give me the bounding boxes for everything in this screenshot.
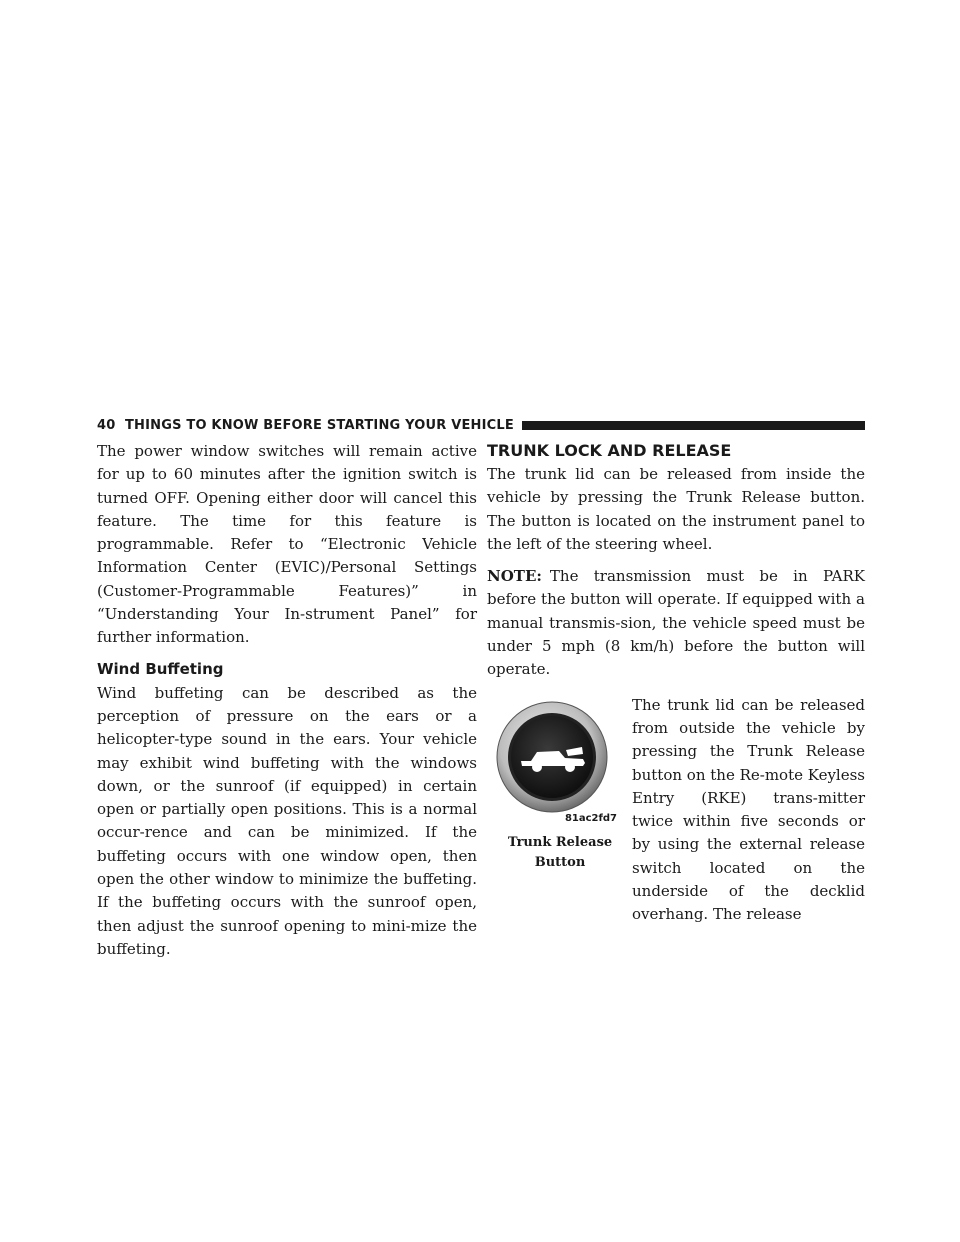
header-rule [522, 421, 865, 430]
page-number: 40 [97, 417, 116, 433]
note-text: The transmission must be in PARK before the button will operate. If equipped with a manual transmis-sion, the vehicle speed must be under 5 mph (8 km/h) before the button will operate. [487, 567, 865, 679]
trunk-release-outside-paragraph: The trunk lid can be released from outside the vehicle by pressing the Trunk Release button on the Re-mote Keyless Entry (RKE) trans-mitter twice within five seconds or by using the external release switch located on the underside of the decklid overhang. The release [632, 695, 865, 924]
figure-caption-line1: Trunk Release [507, 834, 613, 850]
left-column [97, 440, 477, 961]
figure-caption [487, 833, 627, 873]
figure-art [487, 694, 627, 831]
figure-row [487, 694, 865, 927]
trunk-release-inside-paragraph: The trunk lid can be released from inside the vehicle by pressing the Trunk Release button. The button is located on the instrument panel to the left of the steering wheel. [487, 465, 865, 553]
right-column [487, 440, 865, 927]
wind-buffeting-paragraph: Wind buffeting can be described as the perception of pressure on the ears or a helicopter-type sound in the ears. Your vehicle may exhibit wind buffeting with the windows down, or the sunroof (if equipped) in certain open or partially open positions. This is a normal occur-rence and can be minimized. If the buffeting occurs with one window open, then open the other window to minimize the buffeting. If the buffeting occurs with the sunroof open, then adjust the sunroof opening to mini-mize the buffeting. [97, 683, 477, 958]
power-window-paragraph: The power window switches will remain active for up to 60 minutes after the ignition switch is turned OFF. Opening either door will cancel this feature. The time for this feature is programmable. Refer to “Electronic Vehicle Information Center (EVIC)/Personal Settings (Customer-Programmable Features)” in “Understanding Your In-strument Panel” for further information. [97, 442, 477, 647]
chapter-title: THINGS TO KNOW BEFORE STARTING YOUR VEHICLE [124, 417, 514, 433]
wind-buffeting-heading: Wind Buffeting [97, 659, 224, 678]
trunk-lock-heading: TRUNK LOCK AND RELEASE [487, 441, 732, 460]
figure-code: 81ac2fd7 [564, 813, 617, 825]
note-paragraph [487, 565, 865, 681]
trunk-release-figure [487, 694, 627, 873]
page-header [97, 414, 865, 436]
figure-caption-line2: Button [534, 854, 586, 870]
note-label: NOTE: [487, 567, 542, 586]
page-header-text [97, 418, 514, 433]
